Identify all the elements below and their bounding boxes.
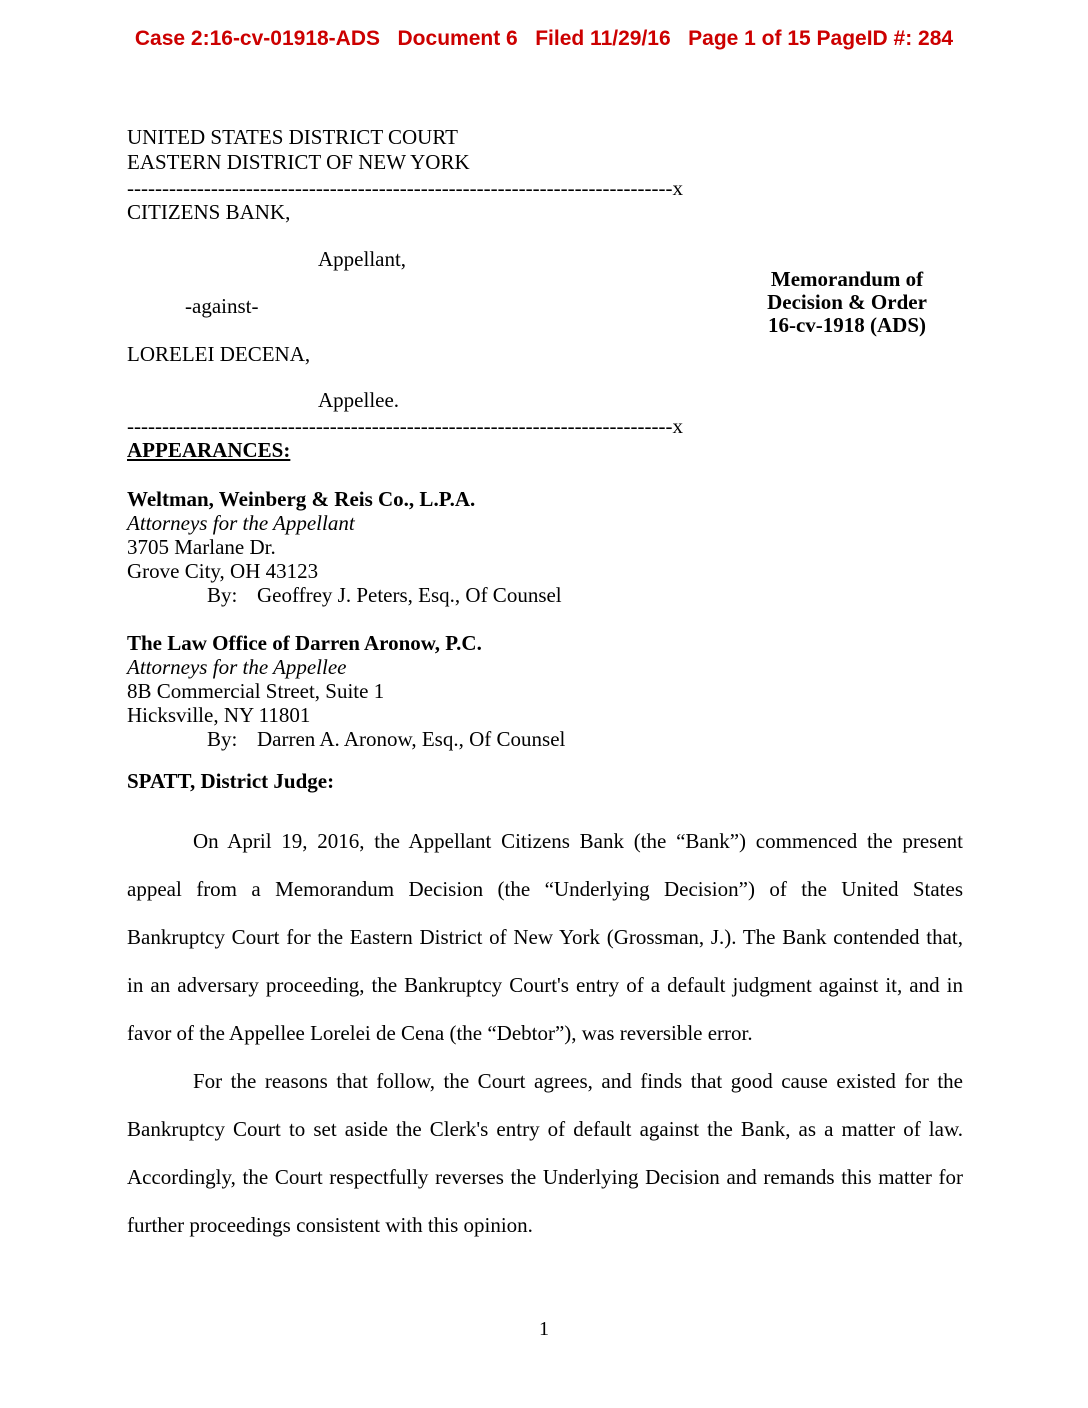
firm-name: The Law Office of Darren Aronow, P.C. xyxy=(127,631,482,655)
document-content xyxy=(127,125,963,1249)
firm-role: Attorneys for the Appellee xyxy=(127,655,347,679)
plaintiff-role: Appellant, xyxy=(318,247,407,271)
firm-address-line-1: 8B Commercial Street, Suite 1 xyxy=(127,679,385,703)
memo-line-2: Decision & Order xyxy=(767,290,927,314)
firm-name: Weltman, Weinberg & Reis Co., L.P.A. xyxy=(127,487,476,511)
firm-address-line-2: Grove City, OH 43123 xyxy=(127,559,319,583)
judge-line: SPATT, District Judge: xyxy=(127,769,335,793)
counsel-name: Darren A. Aronow, Esq., Of Counsel xyxy=(257,727,566,751)
body-paragraph-2: For the reasons that follow, the Court agrees, and finds that good cause existed for the Bankruptcy Court to set aside the Clerk's entry of default against the Bank, as a matter of law. Accordingly, the Court respectfully reverses the Underlying Decision and remands this matter for further proceedings consistent with this opinion. xyxy=(127,1069,963,1237)
court-name-line-1: UNITED STATES DISTRICT COURT xyxy=(127,125,458,149)
by-label: By: xyxy=(207,583,238,607)
firm-address-line-1: 3705 Marlane Dr. xyxy=(127,535,276,559)
appearance-firm-appellee xyxy=(127,631,963,751)
appearances-heading: APPEARANCES: xyxy=(127,438,291,462)
ecf-filing-stamp: Case 2:16-cv-01918-ADS Document 6 Filed 11/29/16 Page 1 of 15 PageID #: 284 xyxy=(134,27,954,50)
court-name-line-2: EASTERN DISTRICT OF NEW YORK xyxy=(127,150,470,174)
defendant-role: Appellee. xyxy=(318,388,400,412)
memo-line-1: Memorandum of xyxy=(770,267,924,291)
firm-counsel-line xyxy=(127,727,963,751)
versus-line: -against- xyxy=(185,294,259,318)
caption-separator-top: ------------------------------------------------------------------------------x xyxy=(127,177,683,200)
defendant-name: LORELEI DECENA, xyxy=(127,342,311,366)
caption-separator-bottom: ------------------------------------------------------------------------------x xyxy=(127,415,683,438)
appearance-firm-appellant xyxy=(127,487,963,607)
by-label: By: xyxy=(207,727,238,751)
firm-address-line-2: Hicksville, NY 11801 xyxy=(127,703,311,727)
body-paragraph-1: On April 19, 2016, the Appellant Citizens Bank (the “Bank”) commenced the present appeal from a Memorandum Decision (the “Underlying Decision”) of the United States Bankruptcy Court for the Eastern District of New York (Grossman, J.). The Bank contended that, in an adversary proceeding, the Bankruptcy Court's entry of a default judgment against it, and in favor of the Appellee Lorelei de Cena (the “Debtor”), was reversible error. xyxy=(127,829,963,1045)
page-number: 1 xyxy=(539,1318,549,1340)
plaintiff-name: CITIZENS BANK, xyxy=(127,200,291,224)
firm-role: Attorneys for the Appellant xyxy=(127,511,355,535)
firm-counsel-line xyxy=(127,583,963,607)
case-number: 16-cv-1918 (ADS) xyxy=(767,313,927,337)
counsel-name: Geoffrey J. Peters, Esq., Of Counsel xyxy=(257,583,562,607)
